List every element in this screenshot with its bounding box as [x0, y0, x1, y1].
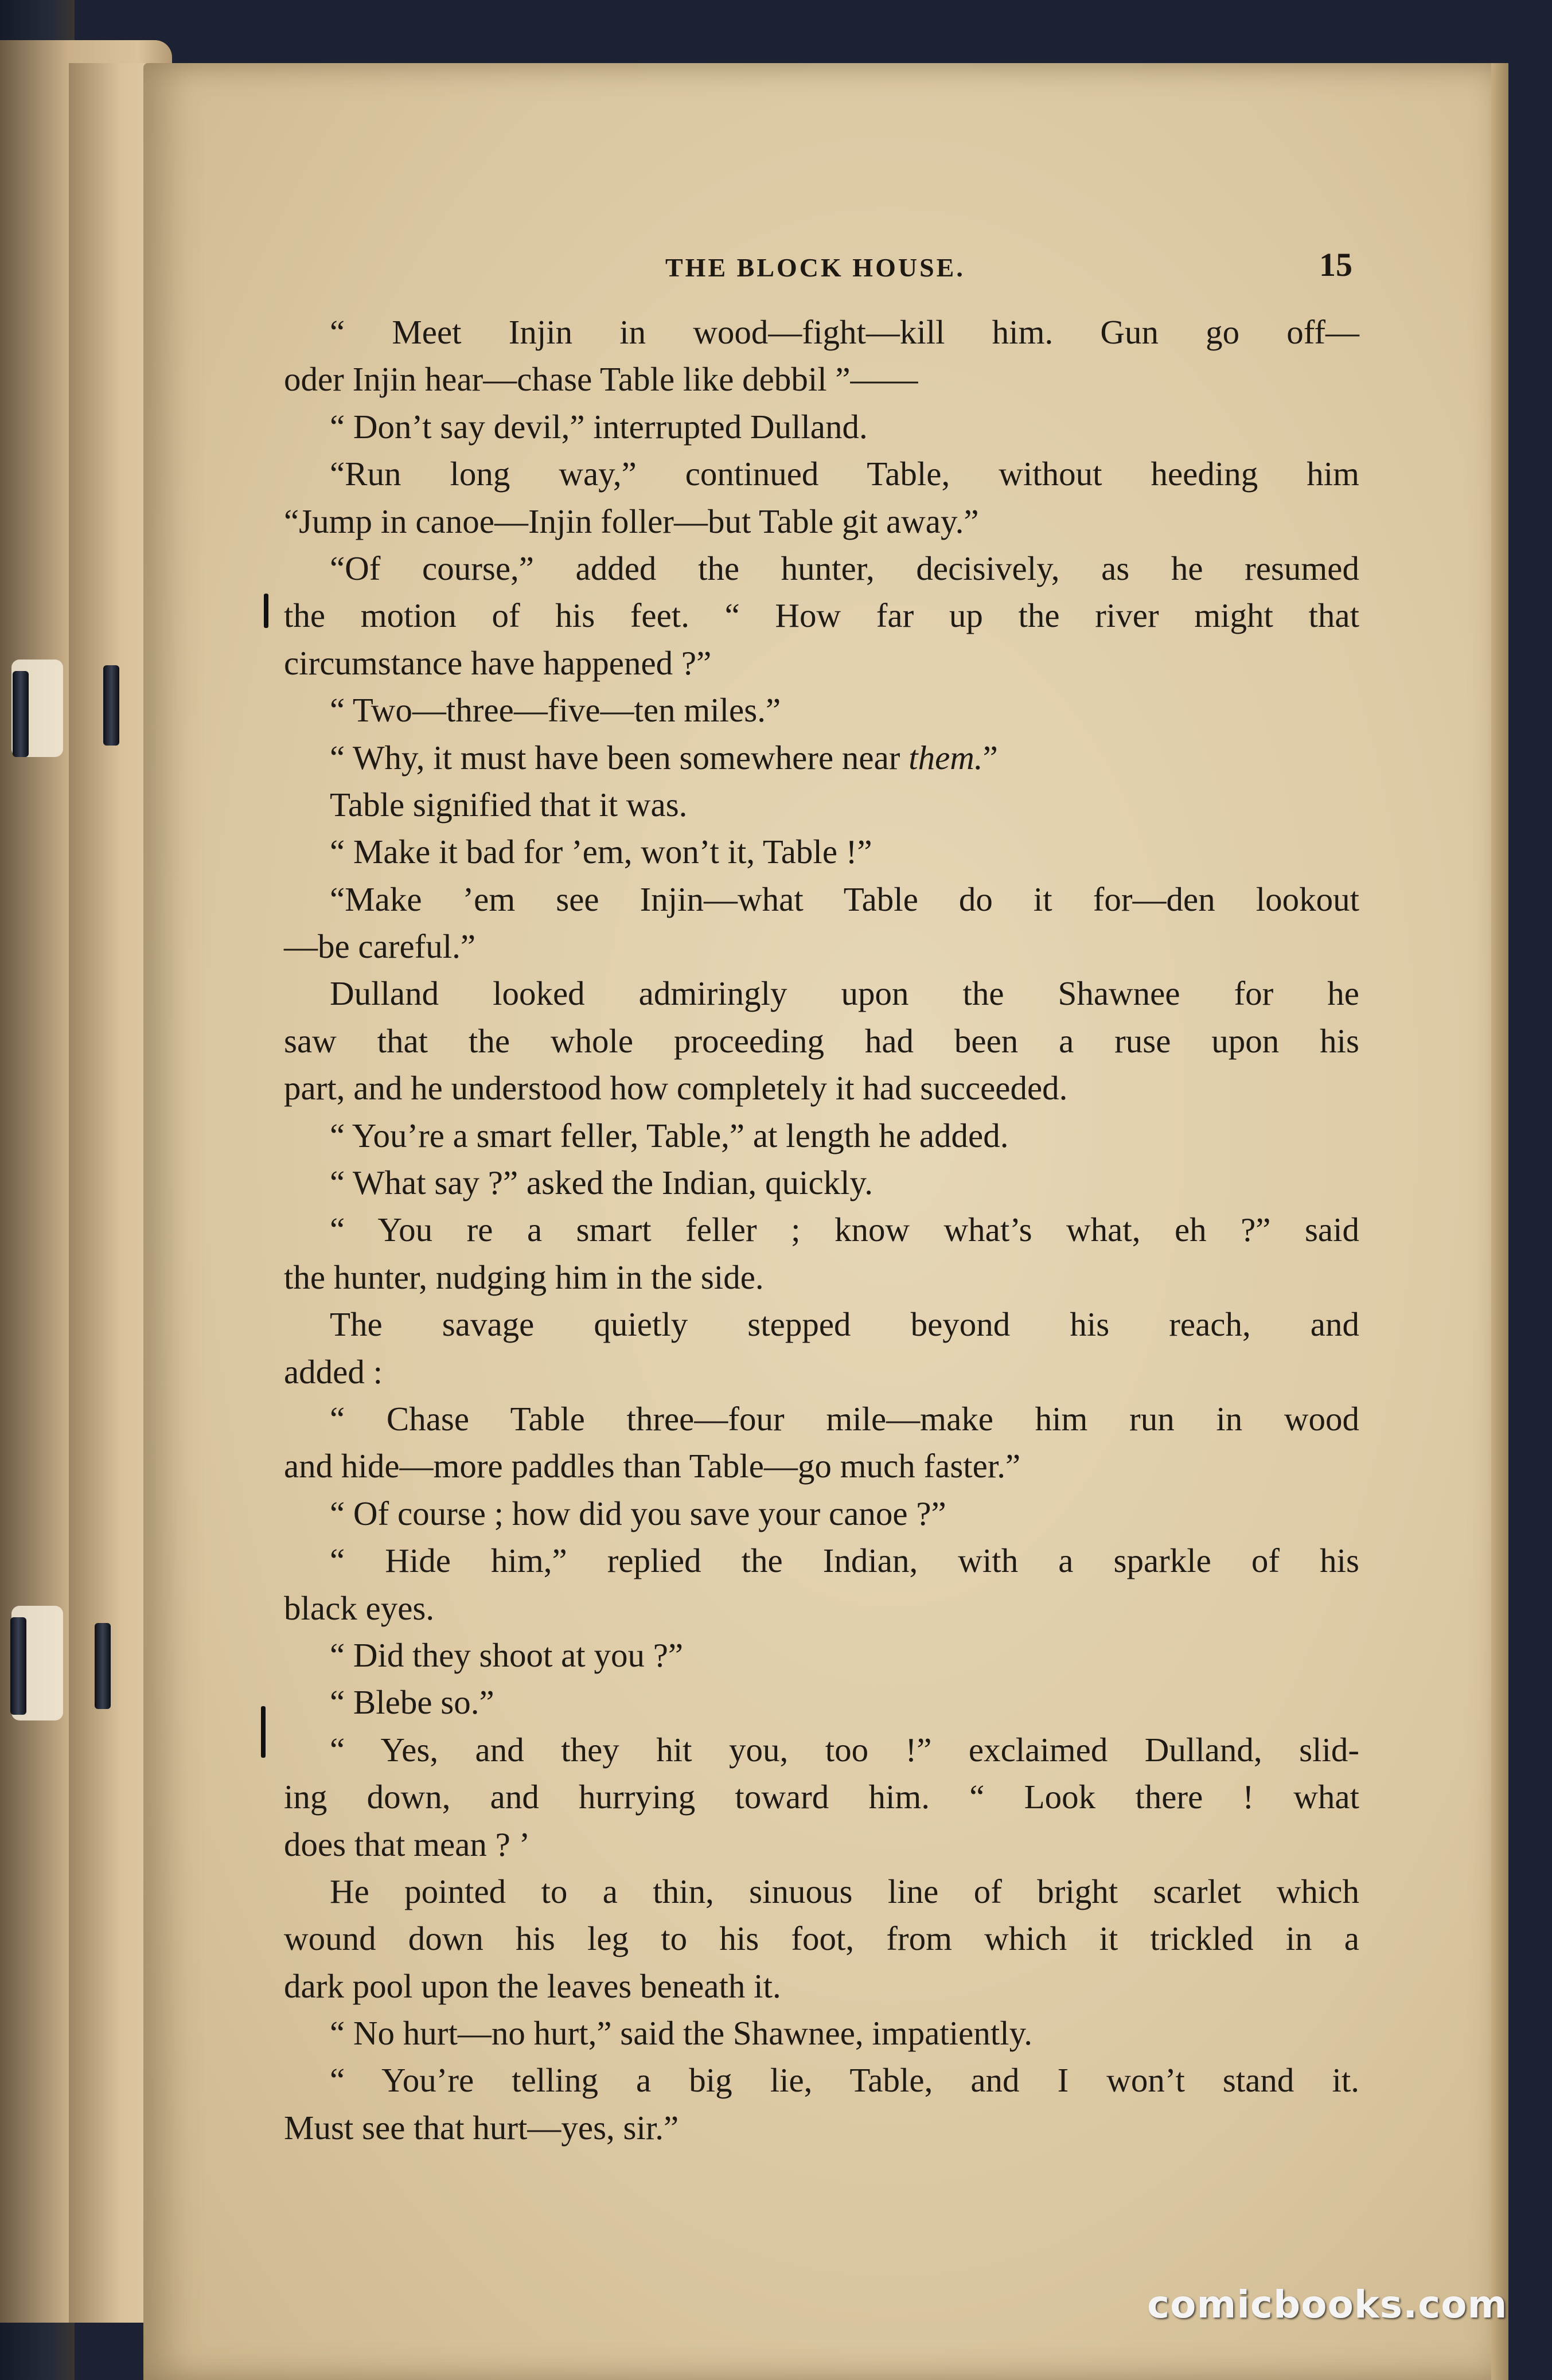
text-line: does that mean ? ’	[284, 1825, 531, 1863]
text-line: saw that the whole proceeding had been a ruse upon his	[284, 1021, 1359, 1060]
text-line: “ Meet Injin in wood—fight—kill him. Gun go off—	[330, 313, 1359, 351]
text-line: black eyes.	[284, 1589, 435, 1627]
text-line: “ Yes, and they hit you, too !” exclaimed Dulland, slid-	[330, 1730, 1359, 1769]
text-line: ing down, and hurrying toward him. “ Look there ! what	[284, 1778, 1359, 1816]
text-line: wound down his leg to his foot, from which it trickled in a	[284, 1919, 1359, 1958]
text-line: circumstance have happened ?”	[284, 643, 712, 682]
text-line: “ Don’t say devil,” interrupted Dulland.	[330, 407, 868, 446]
text-line: the hunter, nudging him in the side.	[284, 1258, 764, 1296]
text-line: the motion of his feet. “ How far up the river might that	[284, 596, 1359, 635]
text-line: “ No hurt—no hurt,” said the Shawnee, impatiently.	[330, 2014, 1033, 2053]
watermark: comicbooks.com	[1147, 2283, 1508, 2327]
margin-mark-top	[264, 594, 268, 628]
text-line: The savage quietly stepped beyond his reach, and	[330, 1305, 1359, 1344]
text-line: “Make ’em see Injin—what Table do it for—den lookout	[330, 880, 1359, 918]
text-line: He pointed to a thin, sinuous line of bright scarlet which	[330, 1872, 1359, 1910]
staple-top-right	[103, 665, 119, 746]
text-line: “ Make it bad for ’em, won’t it, Table !”	[330, 833, 872, 871]
text-line	[284, 734, 1359, 781]
text-line: part, and he understood how completely it had succeeded.	[284, 1069, 1068, 1107]
text-line: and hide—more paddles than Table—go much faster.”	[284, 1447, 1021, 1485]
text-line: Table signified that it was.	[330, 785, 688, 824]
text-line: “Jump in canoe—Injin foller—but Table git away.”	[284, 502, 979, 540]
page-right-edge	[1491, 63, 1508, 2380]
text-line: added :	[284, 1352, 383, 1391]
text-line: “ You re a smart feller ; know what’s what, eh ?” said	[330, 1211, 1359, 1249]
running-head: THE BLOCK HOUSE.	[665, 253, 965, 282]
text-line-part: ”	[982, 738, 998, 777]
text-line: “Run long way,” continued Table, without heeding him	[330, 455, 1359, 493]
text-line: “ Did they shoot at you ?”	[330, 1636, 684, 1674]
text-line: “ Blebe so.”	[330, 1683, 494, 1722]
margin-mark-bottom	[261, 1706, 266, 1758]
staple-top-left	[13, 671, 29, 757]
text-line-part: “ Why, it must have been somewhere near	[330, 738, 909, 777]
text-line: “ You’re telling a big lie, Table, and I won’t stand it.	[330, 2061, 1359, 2100]
staple-bottom-left	[10, 1617, 26, 1715]
text-line: Must see that hurt—yes, sir.”	[284, 2108, 679, 2147]
text-line: —be careful.”	[284, 927, 476, 966]
text-line: “ Hide him,” replied the Indian, with a sparkle of his	[330, 1542, 1359, 1580]
text-line: “ Of course ; how did you save your canoe ?”	[330, 1494, 946, 1532]
text-line: “Of course,” added the hunter, decisively, as he resumed	[330, 549, 1359, 587]
text-line: oder Injin hear—chase Table like debbil ”——	[284, 360, 918, 399]
page-number: 15	[1319, 246, 1352, 283]
staple-bottom-right	[95, 1623, 111, 1709]
text-line: “ Two—three—five—ten miles.”	[330, 691, 781, 729]
body-text	[284, 309, 1359, 2151]
text-line: “ You’re a smart feller, Table,” at length he added.	[330, 1116, 1009, 1154]
italic-word: them.	[908, 738, 983, 777]
text-line: “ What say ?” asked the Indian, quickly.	[330, 1164, 873, 1202]
text-line: Dulland looked admiringly upon the Shawnee for he	[330, 974, 1359, 1013]
text-line: dark pool upon the leaves beneath it.	[284, 1967, 781, 2005]
text-line: “ Chase Table three—four mile—make him run in wood	[330, 1399, 1359, 1438]
